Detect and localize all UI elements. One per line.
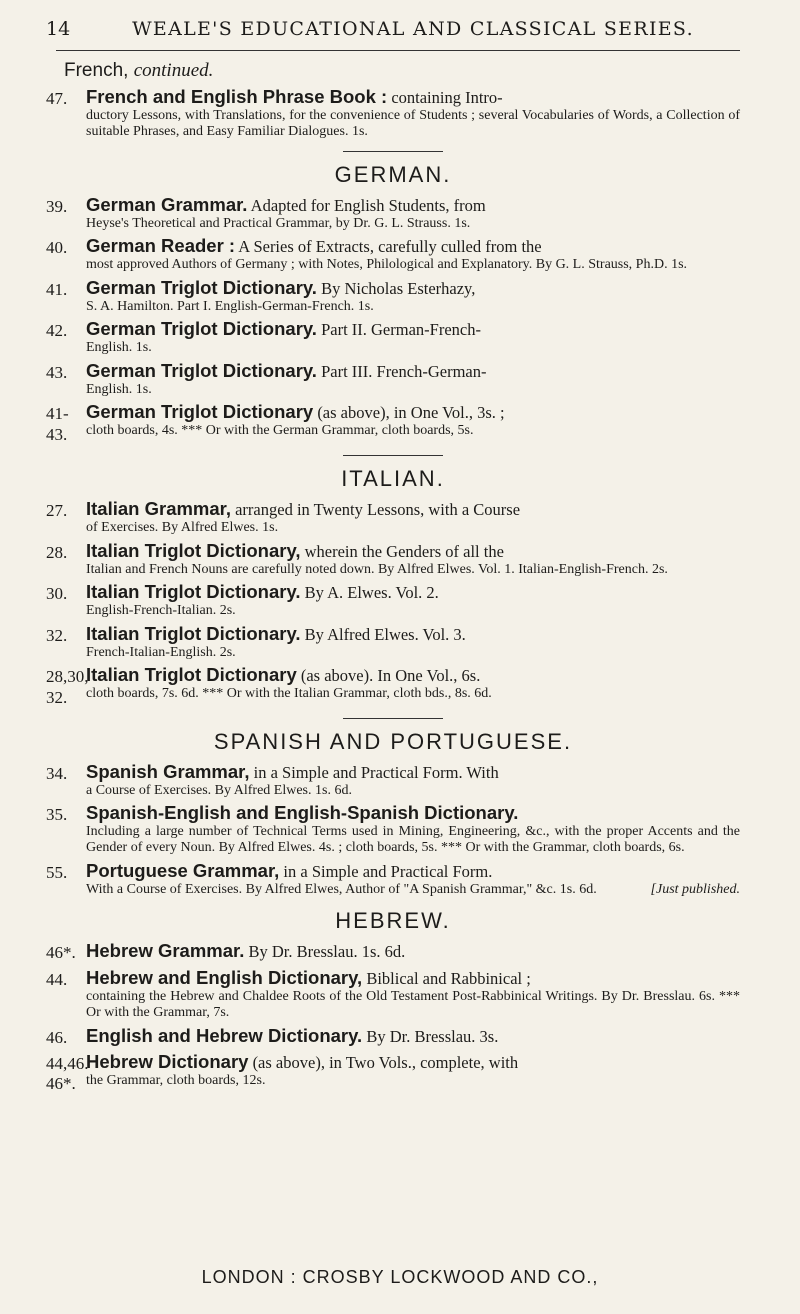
- entry-headline-rest: (as above). In One Vol., 6s.: [296, 666, 481, 686]
- catalogue-entry: [46, 967, 740, 1022]
- entry-description: [86, 645, 740, 662]
- running-head: [46, 18, 740, 46]
- imprint-footer: LONDON : CROSBY LOCKWOOD AND CO.,: [201, 1267, 599, 1287]
- entry-body: [86, 277, 740, 315]
- catalogue-entry: [46, 86, 740, 141]
- entry-number: 44.: [46, 969, 68, 989]
- entry-number: 35.: [46, 805, 68, 825]
- continued-language: French,: [64, 60, 129, 81]
- entry-description-text: containing the Hebrew and Chaldee Roots of the Old Testament Post-Rabbinical Writings. By Dr. Bresslau. 6s. *** Or with the Grammar, 7s.: [86, 988, 740, 1021]
- entry-number: 55.: [46, 862, 68, 882]
- entry-body: [86, 86, 740, 141]
- french-entries: [46, 86, 740, 141]
- entry-title: German Triglot Dictionary.: [86, 318, 317, 340]
- entry-title: Italian Triglot Dictionary,: [86, 539, 301, 561]
- spanish-entries: [46, 761, 740, 898]
- entry-body: [86, 860, 740, 898]
- entry-description-text: English. 1s.: [86, 381, 152, 397]
- entry-description: [86, 257, 740, 274]
- page-number: 14: [46, 18, 71, 40]
- entry-body: [86, 194, 740, 232]
- catalogue-entry: [46, 1051, 740, 1095]
- entry-headline-rest: Part III. French-German-: [316, 361, 487, 381]
- entry-description: [86, 603, 740, 620]
- entry-number: 42.: [46, 321, 68, 341]
- catalogue-entry: [46, 540, 740, 578]
- section-divider: [343, 455, 443, 456]
- entry-body: [86, 360, 740, 398]
- entry-description-text: English. 1s.: [86, 340, 152, 356]
- entry-title: Portuguese Grammar,: [86, 859, 280, 881]
- catalogue-entry: [46, 360, 740, 398]
- entry-body: [86, 623, 740, 661]
- entry-title: Italian Grammar,: [86, 498, 231, 520]
- entry-headline: [86, 940, 740, 962]
- entry-headline: [86, 860, 740, 882]
- entry-description: [86, 520, 740, 537]
- entry-description: [86, 423, 740, 440]
- entry-description: [86, 108, 740, 141]
- entry-description: [86, 686, 740, 703]
- entry-body: [86, 664, 740, 708]
- entry-title: Hebrew Dictionary: [86, 1050, 249, 1072]
- entry-headline: [86, 1025, 740, 1047]
- entry-description: [86, 216, 740, 233]
- entry-headline: [86, 318, 740, 340]
- entry-headline: [86, 761, 740, 783]
- entry-headline: [86, 401, 740, 423]
- entry-number: 41-43.: [46, 404, 69, 444]
- entry-number: 28,30, 32.: [46, 667, 89, 707]
- entry-description-text: Italian and French Nouns are carefully noted down. By Alfred Elwes. Vol. 1. Italian-English-French. 2s.: [86, 561, 668, 577]
- entry-body: [86, 498, 740, 536]
- entry-description-text: a Course of Exercises. By Alfred Elwes. 1s. 6d.: [86, 782, 352, 798]
- catalogue-entry: [46, 277, 740, 315]
- entry-headline-rest: By Alfred Elwes. Vol. 3.: [300, 624, 466, 644]
- entry-body: [86, 967, 740, 1022]
- entry-title: French and English Phrase Book :: [86, 86, 388, 107]
- entry-headline-rest: (as above), in One Vol., 3s. ;: [313, 403, 505, 423]
- entry-description: [86, 882, 740, 899]
- entry-headline-rest: Adapted for English Students, from: [247, 196, 486, 215]
- entry-description-text: English-French-Italian. 2s.: [86, 603, 236, 619]
- section-heading-german: GERMAN.: [334, 162, 452, 187]
- entry-title: German Reader :: [86, 235, 236, 257]
- catalogue-entry: [46, 940, 740, 963]
- entry-title: Spanish-English and English-Spanish Dictionary.: [86, 802, 519, 824]
- entry-body: [86, 318, 740, 356]
- entry-description-text: cloth boards, 4s. *** Or with the German Grammar, cloth boards, 5s.: [86, 423, 474, 439]
- entry-headline-rest: By Nicholas Esterhazy,: [316, 278, 476, 298]
- entry-description-text: S. A. Hamilton. Part I. English-German-French. 1s.: [86, 298, 374, 314]
- entry-description: [86, 783, 740, 800]
- entry-title: Spanish Grammar,: [86, 760, 250, 782]
- entry-description-text: ductory Lessons, with Translations, for the convenience of Students ; several Vocabularies of Words, a Collection of suitable Phrases, and Easy Familiar Dialogues. 1s.: [86, 107, 740, 140]
- entry-title: Italian Triglot Dictionary.: [86, 622, 301, 644]
- entry-description: [86, 299, 740, 316]
- entry-body: [86, 401, 740, 445]
- entry-description-text: Heyse's Theoretical and Practical Grammar, by Dr. G. L. Strauss. 1s.: [86, 215, 471, 231]
- catalogue-entry: [46, 860, 740, 898]
- entry-body: [86, 1025, 740, 1048]
- entry-headline: [86, 802, 740, 823]
- entry-headline: [86, 1051, 740, 1073]
- section-heading-hebrew: HEBREW.: [335, 908, 451, 934]
- entry-description-text: the Grammar, cloth boards, 12s.: [86, 1072, 266, 1088]
- catalogue-entry: [46, 401, 740, 445]
- header-rule: [56, 50, 740, 51]
- entry-description: [86, 1073, 740, 1090]
- entry-number: 32.: [46, 625, 68, 645]
- entries: [46, 86, 740, 1098]
- entry-body: [86, 1051, 740, 1095]
- entry-headline-rest: (as above), in Two Vols., complete, with: [248, 1052, 519, 1072]
- catalogue-entry: [46, 498, 740, 536]
- entry-headline-rest: By Dr. Bresslau. 1s. 6d.: [244, 942, 406, 962]
- entry-headline-rest: A Series of Extracts, carefully culled from the: [235, 237, 542, 257]
- entry-number: 43.: [46, 362, 68, 382]
- catalogue-entry: [46, 761, 740, 799]
- entry-description-text: Including a large number of Technical Terms used in Mining, Engineering, &c., with the proper Accents and the Gender of every Noun. By Alfred Elwes. 4s. ; cloth boards, 5s. *** Or with the Grammar, cloth boards, 6s.: [86, 823, 740, 856]
- entry-body: [86, 540, 740, 578]
- entry-body: [86, 235, 740, 273]
- section-heading-italian: ITALIAN.: [341, 466, 445, 492]
- entry-headline: [86, 360, 740, 382]
- entry-headline: [86, 540, 740, 562]
- entry-body: [86, 761, 740, 799]
- entry-description-text: cloth boards, 7s. 6d. *** Or with the Italian Grammar, cloth bds., 8s. 6d.: [86, 686, 492, 702]
- section-divider: [343, 718, 443, 719]
- entry-description-text: most approved Authors of Germany ; with Notes, Philological and Explanatory. By G. L. Strauss, Ph.D. 1s.: [86, 257, 688, 273]
- section-heading-spanish: SPANISH AND PORTUGUESE.: [213, 728, 573, 754]
- catalogue-entry: [46, 664, 740, 708]
- entry-number: 34.: [46, 763, 68, 783]
- entry-title: Hebrew Grammar.: [86, 940, 245, 962]
- entry-publication-note: [Just published.: [650, 881, 740, 897]
- continued-heading: [64, 60, 213, 82]
- entry-description: [86, 562, 740, 579]
- catalogue-entry: [46, 318, 740, 356]
- german-entries: [46, 194, 740, 445]
- entry-body: [86, 581, 740, 619]
- catalogue-entry: [46, 802, 740, 856]
- entry-headline: [86, 498, 740, 520]
- entry-number: 27.: [46, 501, 68, 521]
- entry-headline-rest: containing Intro-: [387, 88, 503, 107]
- entry-title: Italian Triglot Dictionary: [86, 664, 297, 686]
- entry-title: Hebrew and English Dictionary,: [86, 966, 363, 988]
- entry-title: English and Hebrew Dictionary.: [86, 1024, 363, 1046]
- series-title: WEALE'S EDUCATIONAL AND CLASSICAL SERIES.: [132, 18, 694, 40]
- entry-headline: [86, 235, 740, 257]
- entry-headline: [86, 581, 740, 603]
- entry-body: [86, 802, 740, 856]
- entry-headline: [86, 967, 740, 989]
- catalogue-entry: [46, 194, 740, 232]
- entry-headline: [86, 664, 740, 686]
- entry-number: 46*.: [46, 943, 76, 963]
- entry-title: Italian Triglot Dictionary.: [86, 581, 301, 603]
- entry-title: German Triglot Dictionary: [86, 401, 314, 423]
- catalogue-entry: [46, 1025, 740, 1048]
- entry-body: [86, 940, 740, 963]
- entry-headline: [86, 86, 740, 108]
- entry-headline: [86, 623, 740, 645]
- italian-entries: [46, 498, 740, 708]
- entry-headline-rest: By Dr. Bresslau. 3s.: [362, 1026, 499, 1046]
- entry-headline: [86, 194, 740, 216]
- section-divider: [343, 151, 443, 152]
- catalogue-entry: [46, 581, 740, 619]
- entry-headline-rest: in a Simple and Practical Form.: [279, 861, 493, 881]
- entry-number: 28.: [46, 542, 68, 562]
- entry-number: 46.: [46, 1027, 68, 1047]
- entry-number: 44,46. 46*.: [46, 1053, 89, 1094]
- entry-headline-rest: Part II. German-French-: [316, 320, 481, 340]
- entry-headline-rest: By A. Elwes. Vol. 2.: [300, 583, 439, 603]
- entry-description: [86, 340, 740, 357]
- entry-number: 40.: [46, 238, 68, 258]
- entry-description-text: With a Course of Exercises. By Alfred Elwes, Author of "A Spanish Grammar," &c. 1s. 6d.: [86, 881, 597, 897]
- entry-headline-rest: in a Simple and Practical Form. With: [249, 762, 499, 782]
- entry-title: German Triglot Dictionary.: [86, 276, 317, 298]
- entry-headline-rest: wherein the Genders of all the: [300, 541, 504, 561]
- entry-description-text: of Exercises. By Alfred Elwes. 1s.: [86, 520, 279, 536]
- entry-headline-rest: Biblical and Rabbinical ;: [362, 968, 531, 988]
- entry-number: 41.: [46, 279, 68, 299]
- entry-description-text: French-Italian-English. 2s.: [86, 644, 236, 660]
- entry-number: 47.: [46, 89, 68, 108]
- entry-number: 30.: [46, 584, 68, 604]
- continued-note: continued.: [133, 60, 214, 81]
- entry-title: German Triglot Dictionary.: [86, 359, 317, 381]
- entry-description: [86, 382, 740, 399]
- catalogue-entry: [46, 623, 740, 661]
- entry-title: German Grammar.: [86, 194, 248, 215]
- catalogue-entry: [46, 235, 740, 273]
- hebrew-entries: [46, 940, 740, 1095]
- entry-description: [86, 824, 740, 857]
- entry-number: 39.: [46, 197, 68, 216]
- entry-headline-rest: arranged in Twenty Lessons, with a Course: [230, 500, 521, 520]
- entry-headline: [86, 277, 740, 299]
- entry-description: [86, 989, 740, 1022]
